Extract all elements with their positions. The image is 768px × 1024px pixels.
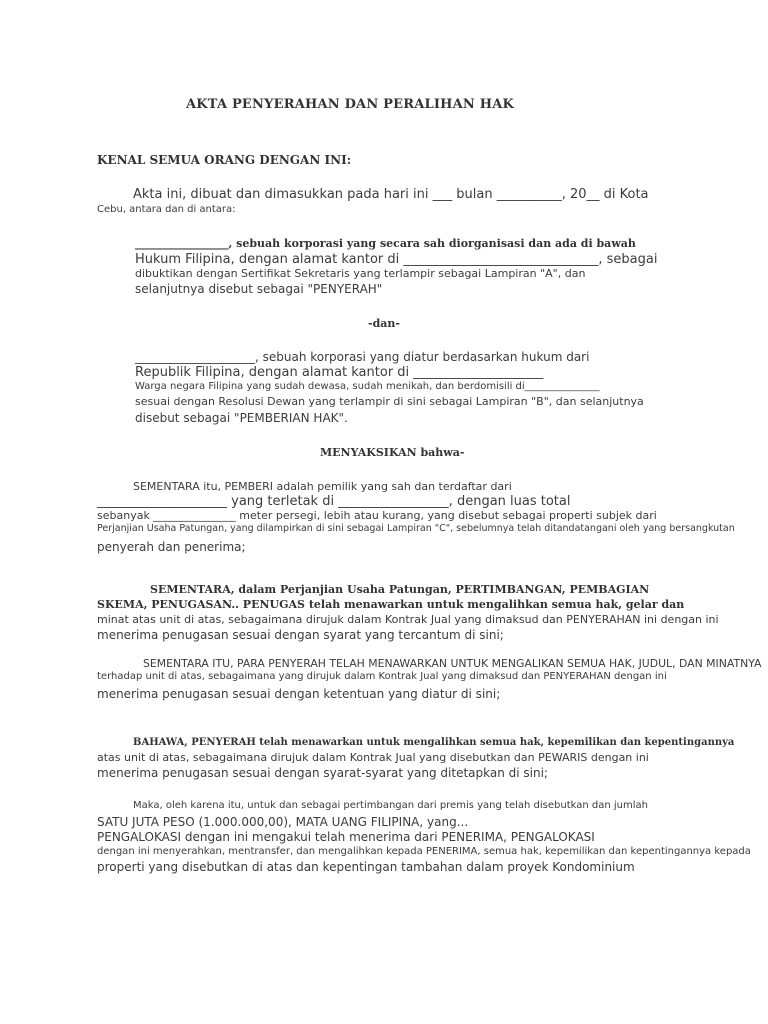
clause1-line-1: SEMENTARA itu, PEMBERI adalah pemilik yang sah dan terdaftar dari <box>133 480 512 493</box>
intro-line-1: Akta ini, dibuat dan dimasukkan pada hari ini ___ bulan __________, 20__ di Kota <box>133 187 649 202</box>
opening-heading: KENAL SEMUA ORANG DENGAN INI: <box>97 153 352 167</box>
document-title: AKTA PENYERAHAN DAN PERALIHAN HAK <box>186 97 514 112</box>
clause2-line-2: SKEMA, PENUGASAN.. PENUGAS telah menawarkan untuk mengalihkan semua hak, gelar dan <box>97 598 685 611</box>
clause5-line-1: Maka, oleh karena itu, untuk dan sebagai pertimbangan dari premis yang telah disebutkan dan jumlah <box>133 800 648 811</box>
clause1-line-3: sebanyak _______________ meter persegi, lebih atau kurang, yang disebut sebagai properti subjek dari <box>97 509 657 522</box>
clause5-line-5: properti yang disebutkan di atas dan kepentingan tambahan dalam proyek Kondominium <box>97 860 635 874</box>
clause3-line-2: terhadap unit di atas, sebagaimana yang dirujuk dalam Kontrak Jual yang dimaksud dan PENYERAHAN dengan ini <box>97 671 667 682</box>
intro-line-2: Cebu, antara dan di antara: <box>97 204 236 215</box>
clause4-line-3: menerima penugasan sesuai dengan syarat-syarat yang ditetapkan di sini; <box>97 766 548 780</box>
party2-line-4: sesuai dengan Resolusi Dewan yang terlampir di sini sebagai Lampiran "B", dan selanjutnya <box>135 395 644 408</box>
party2-line-5: disebut sebagai "PEMBERIAN HAK". <box>135 411 348 425</box>
party1-line-4: selanjutnya disebut sebagai "PENYERAH" <box>135 282 383 296</box>
separator-dan: -dan- <box>368 317 400 330</box>
clause3-line-3: menerima penugasan sesuai dengan ketentuan yang diatur di sini; <box>97 687 501 701</box>
clause2-line-4: menerima penugasan sesuai dengan syarat yang tercantum di sini; <box>97 628 504 642</box>
party2-line-3: Warga negara Filipina yang sudah dewasa, sudah menikah, dan berdomisili di_______________ <box>135 381 600 392</box>
clause1-line-5: penyerah dan penerima; <box>97 540 246 554</box>
clause2-line-3: minat atas unit di atas, sebagaimana dirujuk dalam Kontrak Jual yang dimaksud dan PENYERAHAN ini dengan ini <box>97 613 719 626</box>
clause2-line-1: SEMENTARA, dalam Perjanjian Usaha Patungan, PERTIMBANGAN, PEMBAGIAN <box>150 583 650 596</box>
clause5-line-4: dengan ini menyerahkan, mentransfer, dan mengalihkan kepada PENERIMA, semua hak, kepemilikan dan kepentingannya kepada <box>97 846 751 857</box>
party1-line-3: dibuktikan dengan Sertifikat Sekretaris yang terlampir sebagai Lampiran "A", dan <box>135 267 586 280</box>
clause1-line-2: ____________________ yang terletak di _________________, dengan luas total <box>97 494 571 509</box>
clause1-line-4: Perjanjian Usaha Patungan, yang dilampirkan di sini sebagai Lampiran "C", sebelumnya telah ditandatangani oleh yang bersangkutan <box>97 523 735 534</box>
clause3-line-1: SEMENTARA ITU, PARA PENYERAH TELAH MENAWARKAN UNTUK MENGALIKAN SEMUA HAK, JUDUL, DAN MINATNYA <box>143 657 762 670</box>
party2-line-1: ____________________, sebuah korporasi yang diatur berdasarkan hukum dari <box>135 350 590 364</box>
party1-line-1: _________________, sebuah korporasi yang secara sah diorganisasi dan ada di bawah <box>135 237 636 250</box>
clause5-line-2: SATU JUTA PESO (1.000.000,00), MATA UANG FILIPINA, yang... <box>97 815 469 829</box>
clause4-line-2: atas unit di atas, sebagaimana dirujuk dalam Kontrak Jual yang disebutkan dan PEWARIS dengan ini <box>97 751 649 764</box>
party2-line-2: Republik Filipina, dengan alamat kantor di ____________________ <box>135 365 544 380</box>
clause4-line-1: BAHAWA, PENYERAH telah menawarkan untuk mengalihkan semua hak, kepemilikan dan kepentingannya <box>133 737 735 748</box>
clause5-line-3: PENGALOKASI dengan ini mengakui telah menerima dari PENERIMA, PENGALOKASI <box>97 830 595 844</box>
party1-line-2: Hukum Filipina, dengan alamat kantor di ______________________________, sebagai <box>135 252 658 267</box>
witness-heading: MENYAKSIKAN bahwa- <box>320 446 465 459</box>
